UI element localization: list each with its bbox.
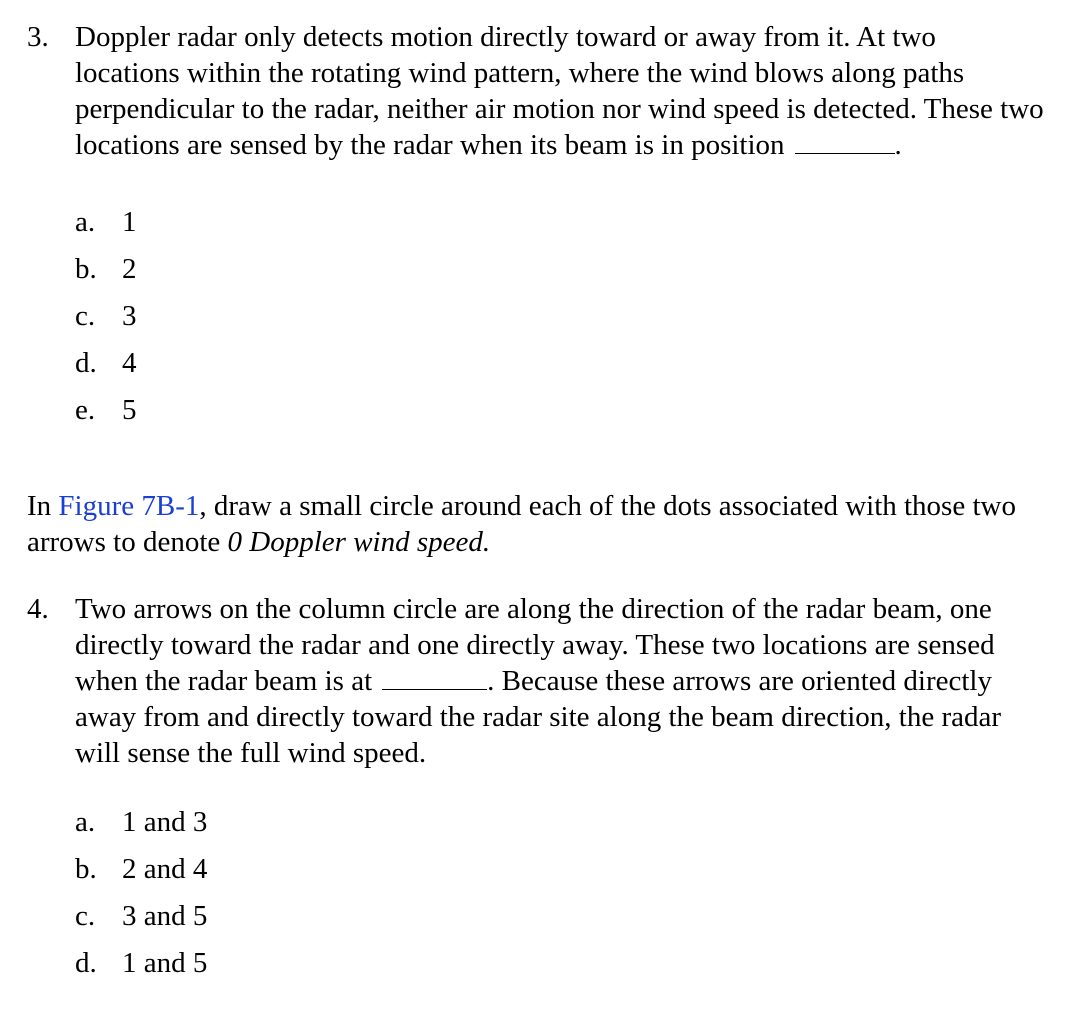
figure-instruction [27, 488, 1057, 560]
question-4-stem-end: . Because these arrows are oriented directly away from and directly toward the radar site along the beam direction, the radar will sense the full wind speed. [75, 665, 1002, 769]
option-b[interactable] [75, 846, 207, 893]
option-text: 1 and 5 [122, 947, 208, 979]
instruction-italic: 0 Doppler wind speed. [227, 526, 491, 558]
question-4-text [75, 591, 1047, 771]
option-text: 3 [122, 300, 137, 332]
option-letter: c. [75, 300, 96, 332]
instruction-middle: , draw a small circle around each of the dots associated with those two arrows to denote [27, 490, 1016, 558]
figure-link[interactable]: Figure 7B-1 [58, 490, 200, 522]
option-text: 5 [122, 394, 137, 426]
option-b[interactable] [75, 246, 137, 293]
option-letter: b. [75, 253, 97, 285]
option-c[interactable] [75, 293, 137, 340]
question-4-stem: Two arrows on the column circle are along the direction of the radar beam, one directly toward the radar and one directly away. These two locations are sensed when the radar beam is at [75, 593, 995, 697]
question-3-number: 3. [27, 21, 49, 53]
question-4-options [75, 799, 207, 987]
option-letter: c. [75, 900, 96, 932]
option-letter: b. [75, 853, 97, 885]
option-text: 2 [122, 253, 137, 285]
option-a[interactable] [75, 799, 207, 846]
question-3-stem: Doppler radar only detects motion directly toward or away from it. At two locations within the rotating wind pattern, where the wind blows along paths perpendicular to the radar, neither air motion nor wind speed is detected. These two locations are sensed by the radar when its beam is in position [75, 21, 1044, 161]
option-text: 1 [122, 206, 137, 238]
option-d[interactable] [75, 340, 137, 387]
question-3-stem-end: . [894, 129, 902, 161]
option-a[interactable] [75, 199, 137, 246]
option-letter: d. [75, 347, 97, 379]
option-letter: e. [75, 394, 96, 426]
option-text: 4 [122, 347, 137, 379]
option-text: 3 and 5 [122, 900, 208, 932]
question-3 [27, 19, 1047, 163]
option-c[interactable] [75, 893, 207, 940]
option-letter: a. [75, 806, 96, 838]
question-3-options [75, 199, 137, 434]
option-letter: a. [75, 206, 96, 238]
option-letter: d. [75, 947, 97, 979]
option-e[interactable] [75, 387, 137, 434]
question-3-blank [795, 129, 895, 154]
question-4-blank [382, 665, 487, 690]
option-text: 1 and 3 [122, 806, 208, 838]
question-3-text [75, 19, 1047, 163]
option-d[interactable] [75, 940, 207, 987]
instruction-prefix: In [27, 490, 59, 522]
option-text: 2 and 4 [122, 853, 208, 885]
question-4-number: 4. [27, 593, 49, 625]
question-4 [27, 591, 1047, 771]
